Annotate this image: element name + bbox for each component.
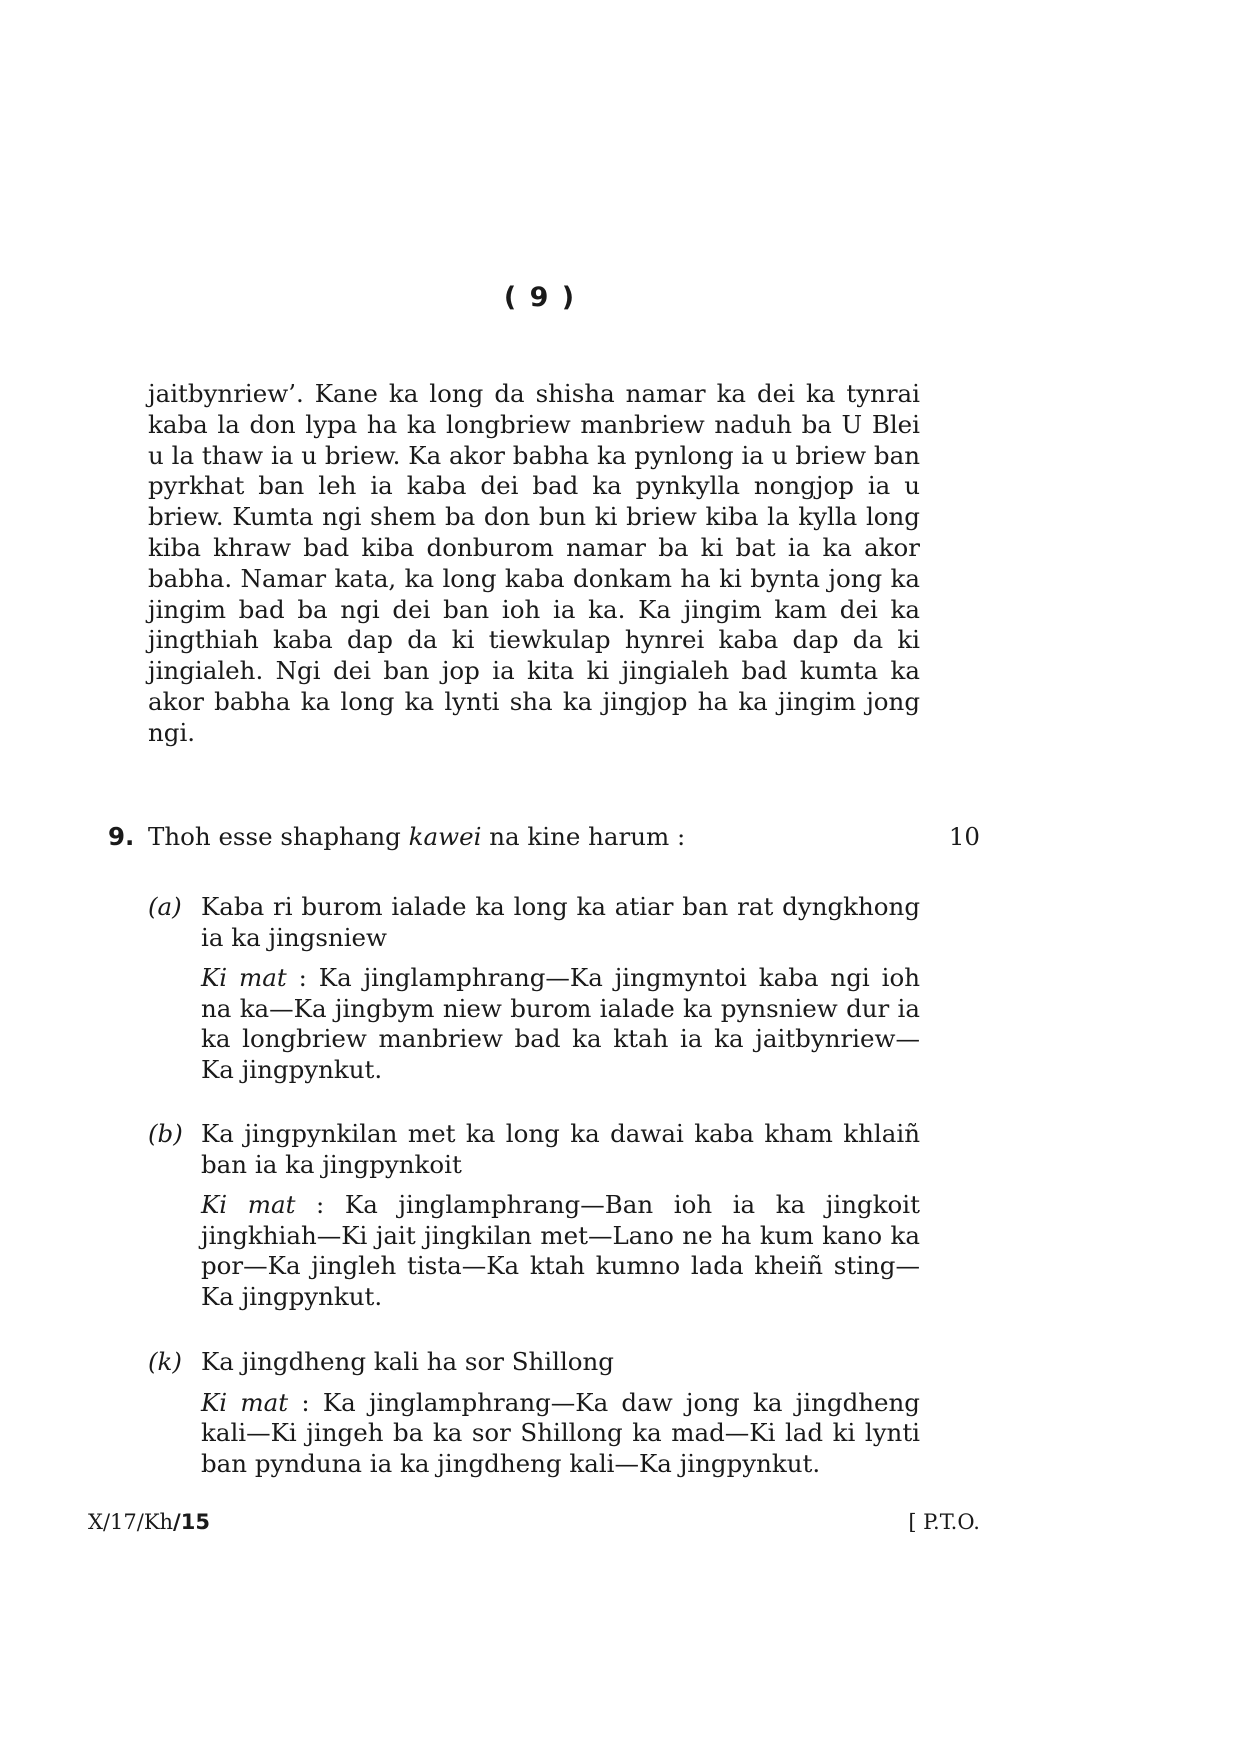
option-hint [201,1190,920,1312]
hint-label: Ki mat [201,1190,296,1219]
question-marks: 10 [948,822,980,851]
hint-label: Ki mat [201,963,287,992]
option-a [148,892,920,1085]
question-text-emphasis: kawei [408,822,482,851]
option-label: (b) [148,1119,183,1148]
pto-marker: [ P.T.O. [908,1510,980,1534]
option-title: Ka jingdheng kali ha sor Shillong [201,1347,614,1376]
question-text-end: na kine harum : [481,822,686,851]
question-number: 9. [108,822,135,851]
paper-code-prefix: X/17/Kh [88,1510,174,1534]
option-k [148,1347,920,1479]
passage-text: jaitbynriew’. Kane ka long da shisha namar ka dei ka tynrai kaba la don lypa ha ka longbriew manbriew naduh ba U Blei u la thaw ia u briew. Ka akor babha ka pynlong ia u briew ban pyrkhat ban leh ia kaba dei bad ka pynkylla nongjop ia u briew. Kumta ngi shem ba don bun ki briew kiba la kylla long kiba khraw bad kiba donburom namar ba ki bat ia ka akor babha. Namar kata, ka long kaba donkam ha ki bynta jong ka jingim bad ba ngi dei ban ioh ia ka. Ka jingim kam dei ka jingthiah kaba dap da ki tiewkulap hynrei kaba dap da ki jingialeh. Ngi dei ban jop ia kita ki jingialeh bad kumta ka akor babha ka long ka lynti sha ka jingjop ha ka jingim jong ngi. [148,379,920,747]
question-text [148,822,685,852]
question-text-start: Thoh esse shaphang [148,822,409,851]
hint-label: Ki mat [201,1387,289,1417]
option-title: Kaba ri burom ialade ka long ka atiar ban rat dyngkhong ia ka jingsniew [201,892,920,952]
option-title: Ka jingpynkilan met ka long ka dawai kaba kham khlaiñ ban ia ka jingpynkoit [201,1119,920,1179]
hint-text: : Ka jinglamphrang—Ka daw jong ka jingdheng kali—Ki jingeh ba ka sor Shillong ka mad—Ki lad ki lynti ban pynduna ia ka jingdheng kali—Ka jingpynkut. [201,1387,920,1478]
option-b [148,1119,920,1312]
hint-text: : Ka jinglamphrang—Ban ioh ia ka jingkoit jingkhiah—Ki jait jingkilan met—Lano ne ha kum kano ka por—Ka jingleh tista—Ka ktah kumno lada kheiñ sting—Ka jingpynkut. [201,1190,920,1311]
paper-code [88,1510,210,1534]
hint-text: : Ka jinglamphrang—Ka jingmyntoi kaba ngi ioh na ka—Ka jingbym niew burom ialade ka pynsniew dur ia ka longbriew manbriew bad ka ktah ia ka jaitbynriew—Ka jingpynkut. [201,963,920,1084]
option-label: (a) [148,892,182,921]
page-number: ( 9 ) [503,282,577,313]
paper-code-suffix: /15 [173,1510,210,1534]
option-hint [201,963,920,1085]
option-hint [201,1388,920,1480]
option-label: (k) [148,1347,182,1376]
